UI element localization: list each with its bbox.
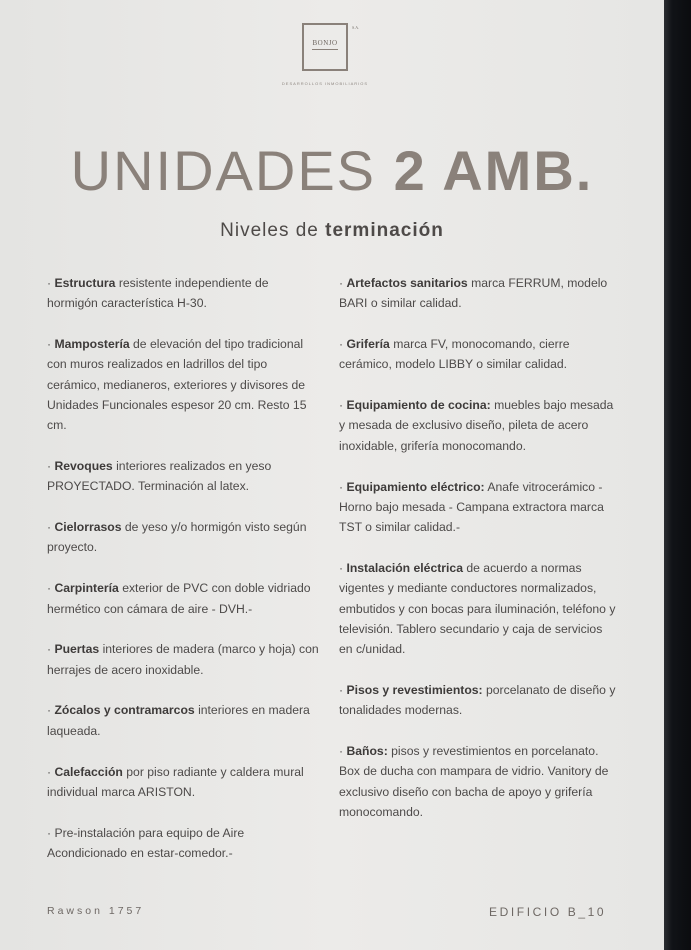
spec-item: · Artefactos sanitarios marca FERRUM, modelo BARI o similar calidad. <box>339 276 608 311</box>
logo-underline <box>312 49 338 50</box>
footer-address: Rawson 1757 <box>47 905 145 917</box>
spec-item: · Calefacción por piso radiante y caldera mural individual marca ARISTON. <box>47 764 304 799</box>
brand-suffix: S.A. <box>352 25 360 30</box>
spec-item: · Carpintería exterior de PVC con doble vidriado hermético con cámara de aire - DVH.- <box>47 581 311 616</box>
spec-item: · Equipamiento eléctrico: Anafe vitrocerámico - Horno bajo mesada - Campana extractora marca TST o similar calidad.- <box>339 479 604 535</box>
brand-tagline: DESARROLLOS INMOBILIARIOS <box>281 81 369 86</box>
page-edge-shadow <box>664 0 691 950</box>
page-title <box>0 138 664 204</box>
brand-logo <box>302 23 348 71</box>
spec-item: · Equipamiento de cocina: muebles bajo mesada y mesada de exclusivo diseño, pileta de acero inoxidable, grifería monocomando. <box>339 398 614 453</box>
spec-item: · Estructura resistente independiente de hormigón característica H-30. <box>47 276 269 311</box>
spec-item: · Puertas interiores de madera (marco y hoja) con herrajes de acero inoxidable. <box>47 642 319 677</box>
subtitle-prefix: Niveles de <box>220 220 319 241</box>
spec-item: · Pre-instalación para equipo de Aire Acondicionado en estar-comedor.- <box>47 825 245 860</box>
spec-column-right <box>339 273 619 843</box>
spec-item: · Cielorrasos de yeso y/o hormigón visto según proyecto. <box>47 520 307 555</box>
brand-name: BONJO <box>312 39 338 47</box>
spec-column-left <box>47 273 322 884</box>
spec-item: · Baños: pisos y revestimientos en porcelanato. Box de ducha con mampara de vidrio. Vanitory de exclusivo diseño con bacha de apoyo y grifería monocomando. <box>339 744 609 819</box>
spec-item: · Grifería marca FV, monocomando, cierre cerámico, modelo LIBBY o similar calidad. <box>339 337 570 372</box>
title-bold: 2 AMB. <box>393 139 594 202</box>
page-subtitle <box>0 220 664 242</box>
spec-item: · Zócalos y contramarcos interiores en madera laqueada. <box>47 703 310 738</box>
spec-item: · Pisos y revestimientos: porcelanato de diseño y tonalidades modernas. <box>339 682 616 718</box>
spec-item: · Revoques interiores realizados en yeso PROYECTADO. Terminación al latex. <box>47 459 272 494</box>
footer-building: EDIFICIO B_10 <box>489 905 607 919</box>
title-light: UNIDADES <box>70 139 377 202</box>
spec-item: · Mampostería de elevación del tipo tradicional con muros realizados en ladrillos del tipo cerámico, medianeros, exteriores y divisores de Unidades Funcionales espesor 20 cm. Resto 15 cm. <box>47 337 307 433</box>
spec-item: · Instalación eléctrica de acuerdo a normas vigentes y mediante conductores normalizados, embutidos y con bocas para iluminación, teléfono y televisión. Tablero secundario y caja de servicios en c/unidad. <box>339 560 616 657</box>
subtitle-bold: terminación <box>325 220 444 241</box>
